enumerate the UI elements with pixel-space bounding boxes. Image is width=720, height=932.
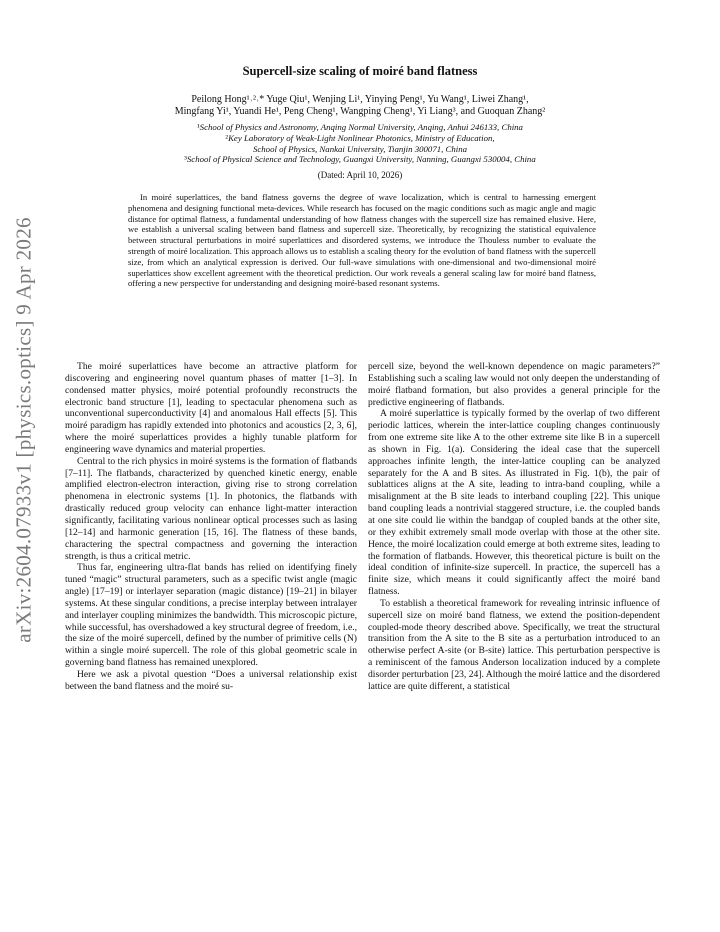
author-list bbox=[100, 94, 620, 118]
paragraph: Central to the rich physics in moiré systems is the formation of flatbands [7–11]. The flatbands, characterized by quenched kinetic energy, enable amplified electron-electron interaction, giving rise to strong correlation phenomena in electronic systems [1]. In photonics, the flatbands with drastically reduced group velocity can enhance light-matter interaction significantly, facilitating various nonlinear optical processes such as lasing [12–14] and harmonic generation [15, 16]. The flatness of these bands, charactering the spectral compactness and governing the interaction strength, is thus a critical metric. bbox=[65, 455, 357, 562]
affiliation: ¹School of Physics and Astronomy, Anqing Normal University, Anqing, Anhui 246133, China bbox=[197, 122, 523, 132]
abstract: In moiré superlattices, the band flatness governs the degree of wave localization, which is central to harnessing emergent phenomena and designing functional meta-devices. While research has focused on the magic conditions such as magic angle and magic distance for optimal flatness, a fundamental understanding of how flatness changes with the supercell size has remained elusive. Here, we establish a universal scaling between band flatness and supercell size. Theoretically, by recognizing the statistical equivalence between structural perturbations in moiré superlattices and disordered systems, we introduce the Thouless number to evaluate the strength of moiré localization. This approach allows us to establish a scaling theory for the evolution of band flatness with the supercell size, from which an analytical expression is derived. Our full-wave simulations with one-dimensional and two-dimensional moiré superlattices show excellent agreement with the theoretical prediction. Our work reveals a general scaling law for moiré band flatness, offering a new perspective for understanding and designing moiré-based resonant systems. bbox=[128, 192, 596, 289]
paragraph: Here we ask a pivotal question “Does a universal relationship exist between the band flatness and the moiré su- bbox=[65, 668, 357, 692]
paper-title: Supercell-size scaling of moiré band flatness bbox=[242, 64, 478, 78]
paragraph: To establish a theoretical framework for revealing intrinsic influence of supercell size on moiré band flatness, we extend the position-dependent coupled-mode theory described above. Specifically, we treat the structural transition from the A site to the B site as a perturbation introduced to an otherwise perfect A-site (or B-site) lattice. This perturbation perspective is a reminiscent of the famous Anderson localization induced by a complete disorder perturbation [23, 24]. Although the moiré lattice and the disordered lattice are quite different, a statistical bbox=[368, 597, 660, 692]
arxiv-identifier: arXiv:2604.07933v1 [physics.optics] 9 Apr 2026 bbox=[11, 217, 36, 643]
author-line: Peilong Hong¹˒²˒* Yuge Qiu¹, Wenjing Li¹, Yinying Peng¹, Yu Wang¹, Liwei Zhang¹, bbox=[191, 94, 529, 105]
affiliation: ³School of Physical Science and Technology, Guangxi University, Nanning, Guangxi 530004, China bbox=[184, 154, 536, 165]
arxiv-sidebar-stamp bbox=[4, 210, 44, 650]
paragraph: A moiré superlattice is typically formed by the overlap of two different periodic lattices, wherein the inter-lattice coupling changes continuously from one extreme site like A to the other extreme site like B in a supercell as shown in Fig. 1(a). Considering the ideal case that the supercell approaches infinite length, the inter-lattice coupling can be analyzed separately for the A and B sites. As illustrated in Fig. 1(b), the pair of sublattices aligns at the A site, leading to intra-band coupling, while a misalignment at the B site leads to interband coupling [22]. This unique band coupling leads a nontrivial staggered structure, i.e. the coupled bands at one site could lie within the bandgap of coupled bands at the other site, or they exhibit extremely small mode overlap with those at the other site. Hence, the moiré localization could emerge at both extreme sites, leading to the formation of flatbands. However, this theoretical picture is built on the ideal condition of infinite-size supercell. In practice, the supercell has a finite size, which means it could significantly affect the moiré band flatness. bbox=[368, 408, 660, 598]
affiliations bbox=[90, 122, 630, 165]
body-column-right bbox=[368, 361, 660, 693]
affiliation: School of Physics, Nankai University, Tianjin 300071, China bbox=[252, 143, 468, 154]
body-column-left bbox=[65, 361, 357, 693]
author-line: Mingfang Yi¹, Yuandi He¹, Peng Cheng¹, Wangping Cheng¹, Yi Liang³, and Guoquan Zhang² bbox=[174, 106, 546, 117]
paragraph: Thus far, engineering ultra-flat bands has relied on identifying finely tuned “magic” structural parameters, such as a specific twist angle (magic angle) [17–19] or interlayer separation (magic distance) [19–21] in bilayer systems. At these singular conditions, a precise interplay between intralayer and interlayer coupling minimizes the bandwidth. This microscopic picture, while successful, has overshadowed a key structural degree of freedom, i.e., the size of the moiré supercell, defined by the number of primitive cells (N) within a single moiré supercell. The role of this global geometric scale in governing band flatness has remained unexplored. bbox=[65, 562, 357, 669]
affiliation: ²Key Laboratory of Weak-Light Nonlinear Photonics, Ministry of Education, bbox=[225, 132, 495, 143]
date-line: (Dated: April 10, 2026) bbox=[317, 170, 403, 180]
paragraph: The moiré superlattices have become an attractive platform for discovering and engineering novel quantum phases of matter [1–3]. In condensed matter physics, moiré potential profoundly reconstructs the electronic band structure [1], leading to spectacular phenomena such as unconventional superconductivity [4] and anomalous Hall effects [5]. This moiré paradigm has rapidly extended into photonics and acoustics [2, 3, 6], where the moiré superlattices provides a highly tunable platform for engineering wave dynamics and material properties. bbox=[65, 361, 357, 455]
paragraph: percell size, beyond the well-known dependence on magic parameters?” Establishing such a scaling law would not only deepen the understanding of moiré flatband formation, but also provides a general principle for the predictive engineering of flatbands. bbox=[368, 361, 660, 408]
